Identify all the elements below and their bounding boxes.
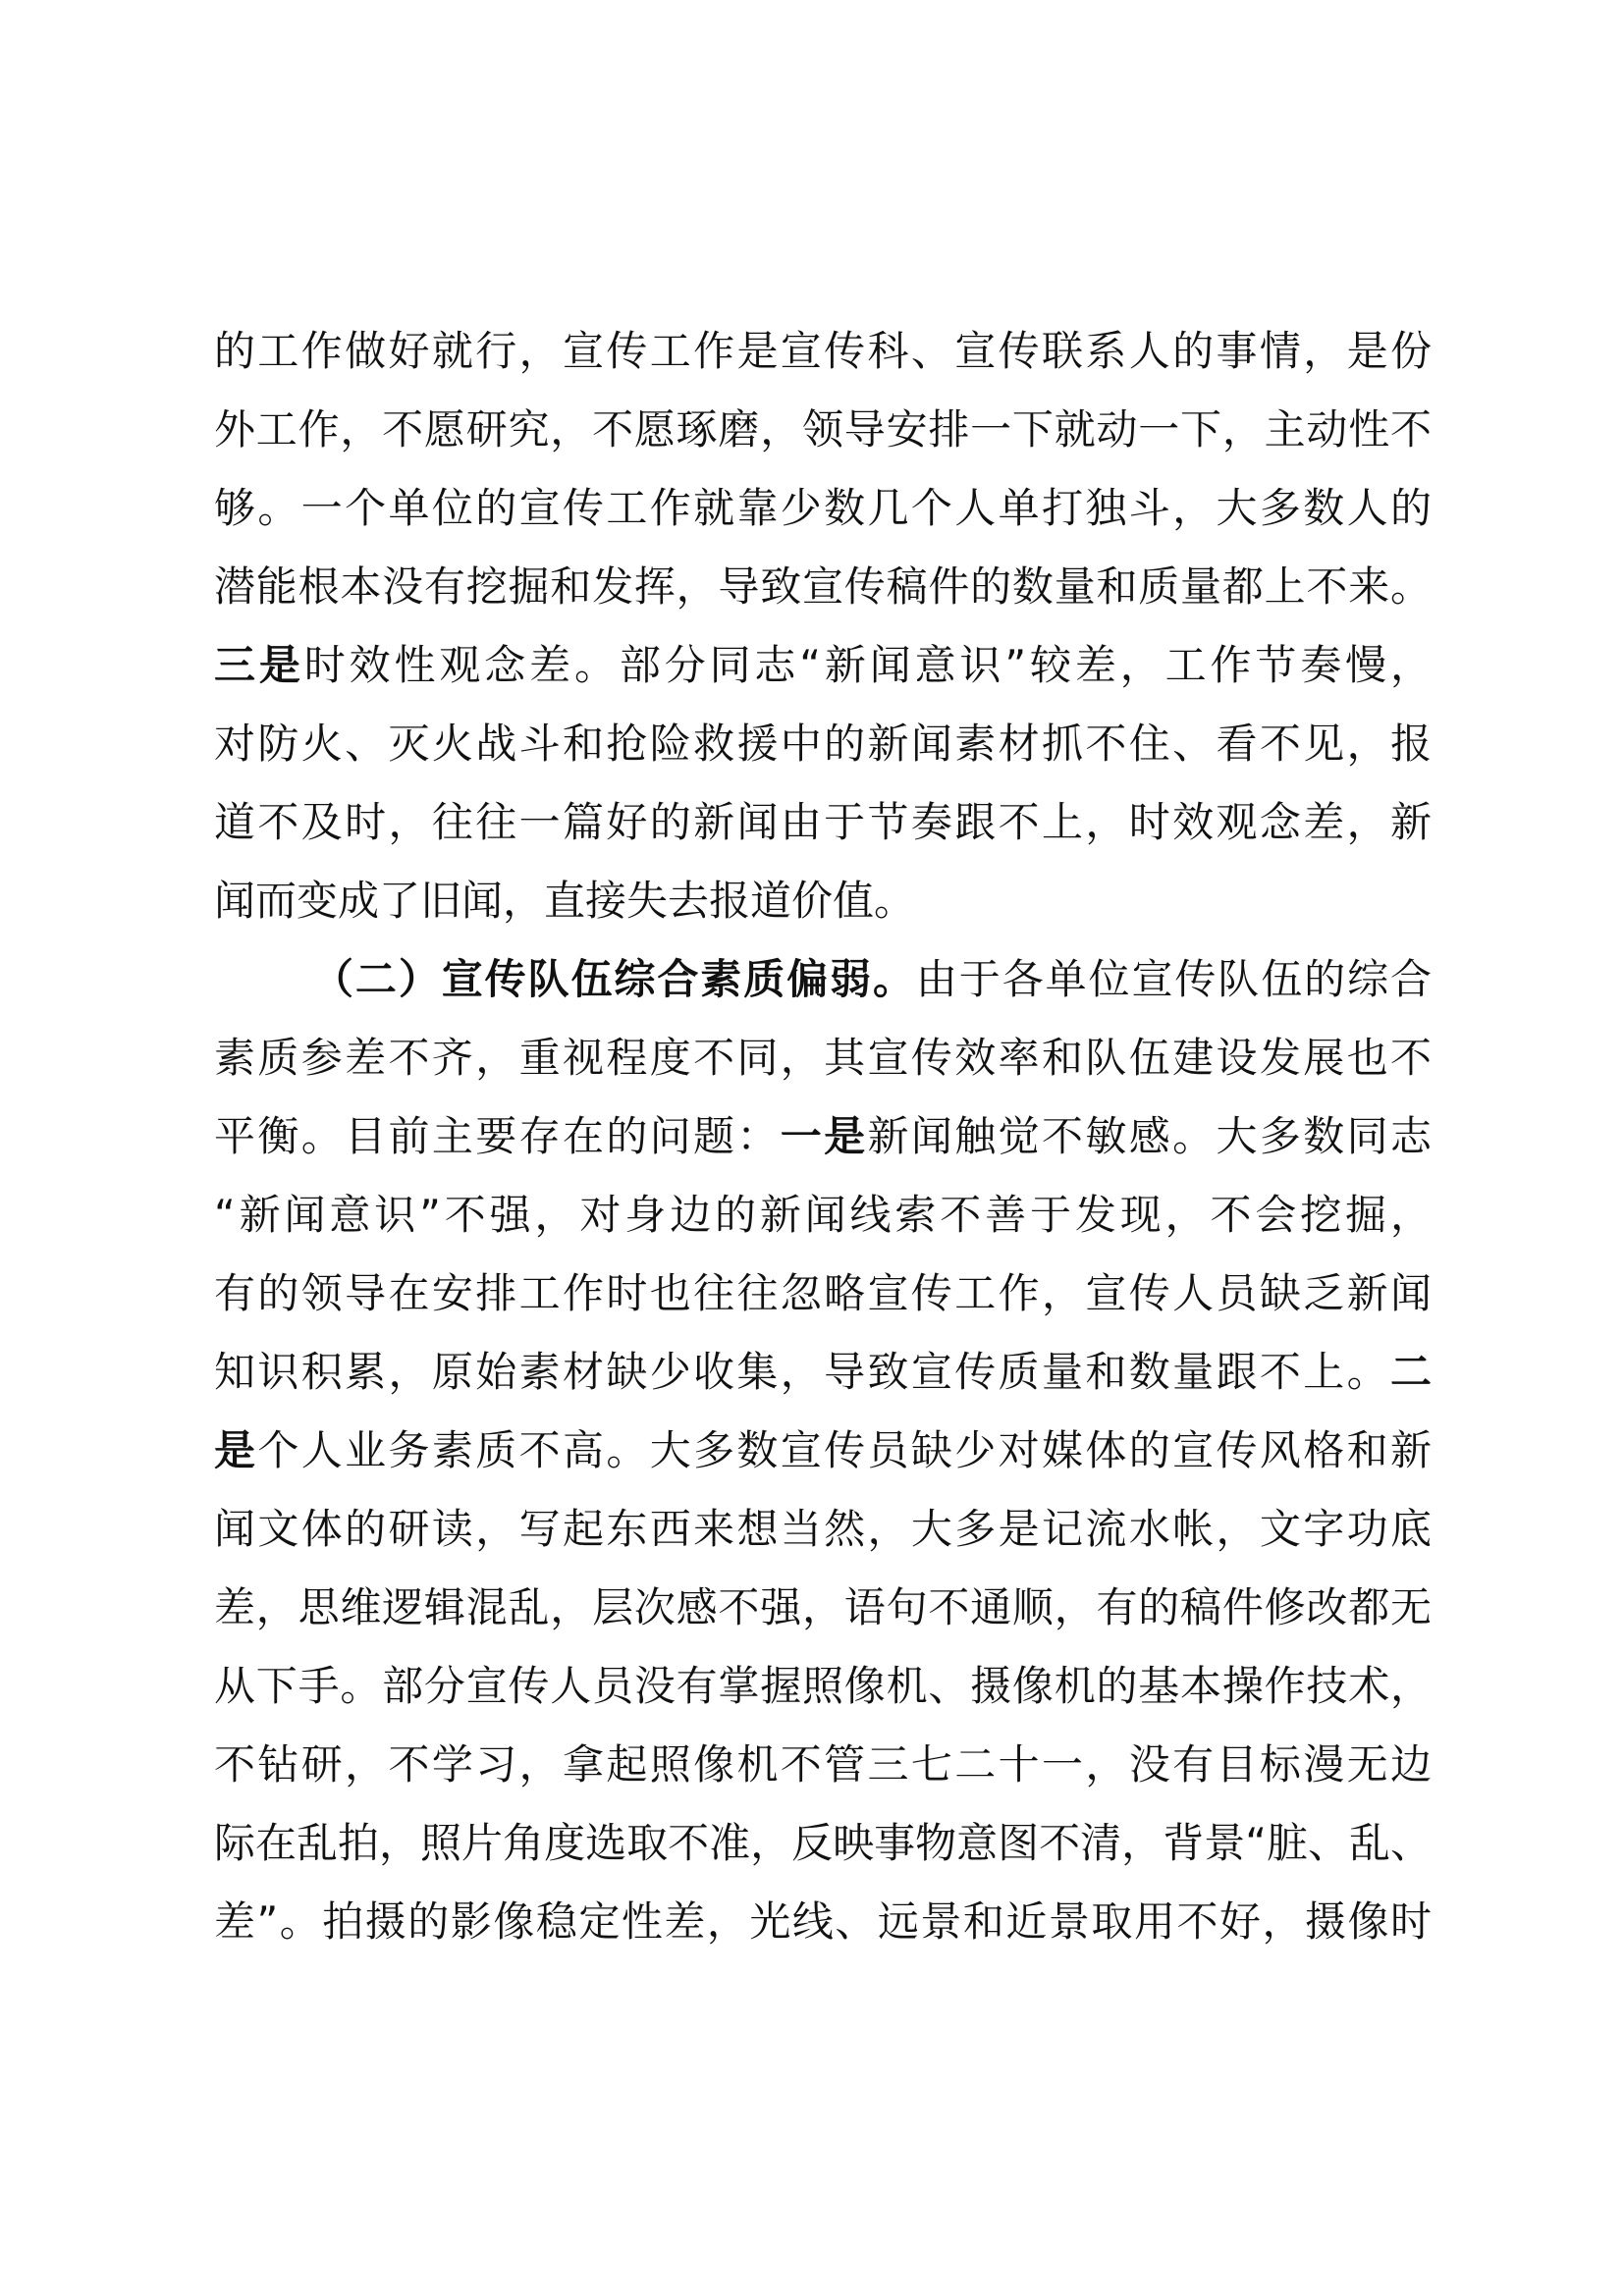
- text-segment: 新闻触觉不敏感。大多数同志: [867, 1112, 1432, 1160]
- text-line: [214, 1019, 1432, 1097]
- text-line: [214, 1333, 1432, 1412]
- text-line: [214, 783, 1432, 862]
- text-line: [214, 548, 1432, 626]
- text-line: [214, 705, 1432, 783]
- text-line: [214, 626, 1432, 705]
- text-segment: 素质参差不齐，重视程度不同，其宣传效率和队伍建设发展也不: [214, 1034, 1432, 1082]
- text-segment: 对防火、灭火战斗和抢险救援中的新闻素材抓不住、看不见，报: [214, 720, 1432, 768]
- text-line: [214, 1490, 1432, 1569]
- text-segment: 差，思维逻辑混乱，层次感不强，语句不通顺，有的稿件修改都无: [214, 1583, 1432, 1631]
- text-line: [214, 1255, 1432, 1333]
- bold-segment: 三是: [214, 641, 304, 689]
- text-line: [214, 469, 1432, 548]
- text-segment: 由于各单位宣传队伍的综合: [915, 955, 1432, 1003]
- section-heading: （二）宣传队伍综合素质偏弱。: [312, 955, 916, 1003]
- text-line: [214, 1804, 1432, 1883]
- text-segment: 从下手。部分宣传人员没有掌握照像机、摄像机的基本操作技术，: [214, 1662, 1432, 1710]
- text-line: [214, 1647, 1432, 1726]
- text-line: [214, 1569, 1432, 1647]
- section-heading-line: [312, 940, 1432, 1019]
- text-line: [214, 862, 1432, 940]
- text-segment: 有的领导在安排工作时也往往忽略宣传工作，宣传人员缺乏新闻: [214, 1269, 1432, 1317]
- text-line: [214, 1097, 1432, 1176]
- text-segment: 际在乱拍，照片角度选取不准，反映事物意图不清，背景“脏、乱、: [214, 1819, 1432, 1867]
- text-segment: 的工作做好就行，宣传工作是宣传科、宣传联系人的事情，是份: [214, 327, 1432, 375]
- bold-segment: 二: [1389, 1348, 1432, 1396]
- text-line: [214, 391, 1432, 469]
- text-segment: 闻文体的研读，写起东西来想当然，大多是记流水帐，文字功底: [214, 1505, 1432, 1553]
- text-segment: 外工作，不愿研究，不愿琢磨，领导安排一下就动一下，主动性不: [214, 405, 1432, 454]
- text-segment: 差”。拍摄的影像稳定性差，光线、远景和近景取用不好，摄像时: [214, 1897, 1432, 1946]
- text-segment: 不钻研，不学习，拿起照像机不管三七二十一，没有目标漫无边: [214, 1740, 1432, 1789]
- text-segment: 平衡。目前主要存在的问题：: [214, 1112, 781, 1160]
- text-line: [214, 1412, 1432, 1490]
- text-segment: 闻而变成了旧闻，直接失去报道价值。: [214, 877, 916, 925]
- bold-segment: 一是: [780, 1112, 868, 1160]
- text-segment: 够。一个单位的宣传工作就靠少数几个人单打独斗，大多数人的: [214, 484, 1432, 532]
- text-segment: 个人业务素质不高。大多数宣传员缺少对媒体的宣传风格和新: [257, 1426, 1432, 1474]
- text-line: [214, 1176, 1432, 1255]
- text-line: [214, 1883, 1432, 1961]
- text-line: [214, 1726, 1432, 1804]
- text-segment: 潜能根本没有挖掘和发挥，导致宣传稿件的数量和质量都上不来。: [214, 562, 1432, 611]
- text-line: [214, 312, 1432, 391]
- text-segment: 知识积累，原始素材缺少收集，导致宣传质量和数量跟不上。: [214, 1348, 1390, 1396]
- text-segment: 时效性观念差。部分同志“新闻意识”较差，工作节奏慢，: [303, 641, 1432, 689]
- bold-segment: 是: [214, 1426, 258, 1474]
- text-segment: 道不及时，往往一篇好的新闻由于节奏跟不上，时效观念差，新: [214, 798, 1432, 846]
- text-segment: “新闻意识”不强，对身边的新闻线索不善于发现，不会挖掘，: [214, 1191, 1432, 1239]
